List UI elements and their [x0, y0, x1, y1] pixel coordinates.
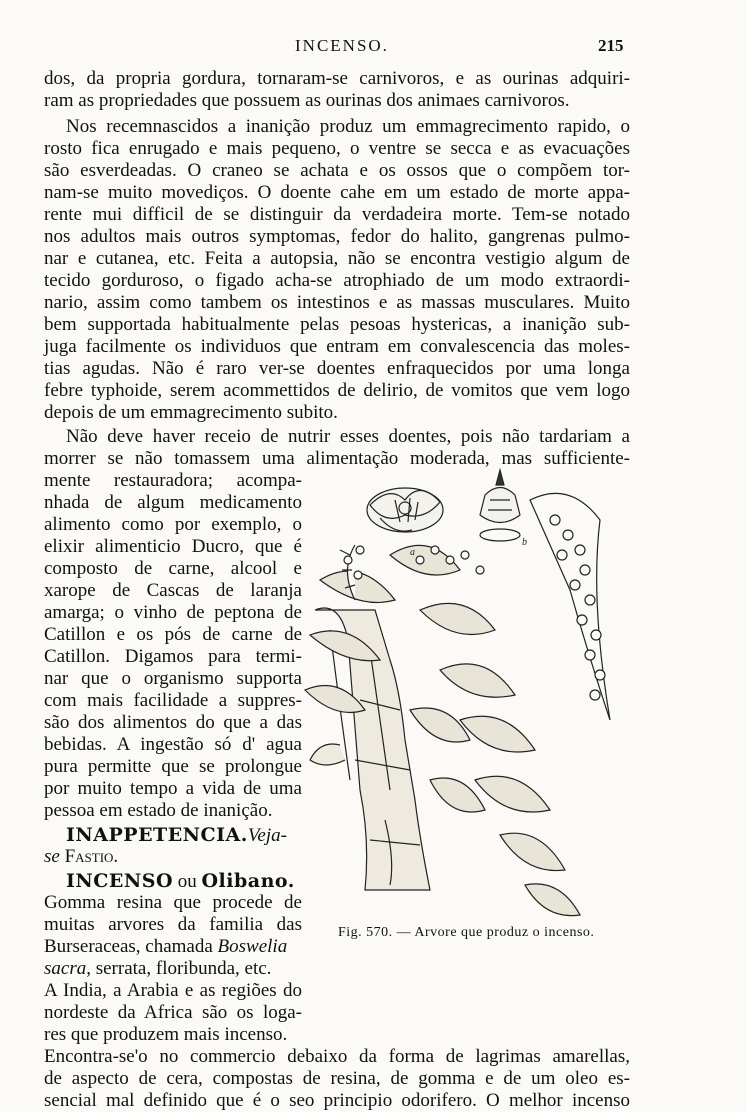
- column-line: amarga; o vinho de peptona de: [44, 602, 302, 623]
- text-line: febre typhoide, serem acommettidos de delirio, de vomitos que vem logo: [44, 380, 630, 401]
- text-line: nam-se muito movediços. O doente cahe em um estado de morte appa-: [44, 182, 630, 203]
- figure-caption: Fig. 570. — Arvore que produz o incenso.: [338, 925, 595, 940]
- text-line: ram as propriedades que possuem as ourinas dos animaes carnivoros.: [44, 90, 570, 111]
- column-line: [44, 958, 302, 980]
- cross-reference: Veja-: [247, 825, 287, 846]
- text-line: morrer se não tomassem uma alimentação moderada, mas sufficiente-: [44, 448, 630, 469]
- text-line: Nos recemnascidos a inanição produz um emmagrecimento rapido, o: [66, 116, 630, 137]
- text-line: nario, assim como tambem os intestinos e as massas musculares. Muito: [44, 292, 630, 313]
- text-line: nos adultos mais outros symptomas, fedor do halito, gangrenas pulmo-: [44, 226, 630, 247]
- column-line: Catillon e os pós de carne de: [44, 624, 302, 645]
- flower-detail-b: [480, 470, 520, 541]
- species-name: sacra: [44, 958, 87, 979]
- text-line: Encontra-se'o no commercio debaixo da forma de lagrimas amarellas,: [44, 1046, 630, 1067]
- column-line: alimento como por exemplo, o: [44, 514, 302, 535]
- column-line: Catillon. Digamos para termi-: [44, 646, 302, 667]
- column-line: nar que o organismo supporta: [44, 668, 302, 689]
- species-name: Boswelia: [217, 936, 288, 957]
- running-head: [0, 30, 747, 54]
- column-line: bebidas. A ingestão só d' agua: [44, 734, 302, 755]
- text-line: rente mui difficil de se distinguir da verdadeira morte. Tem-se notado: [44, 204, 630, 225]
- flower-detail-a: [367, 488, 443, 532]
- entry-alternate: Olibano.: [201, 870, 295, 892]
- text-line: são esverdeadas. O craneo se achata e os ossos que o compõem tor-: [44, 160, 630, 181]
- column-line: xarope de Cascas de laranja: [44, 580, 302, 601]
- cross-reference: se: [44, 846, 60, 867]
- text-line: depois de um emmagrecimento subito.: [44, 402, 338, 423]
- text-line: rosto fica enrugado e mais pequeno, o ventre se secca e as evacuações: [44, 138, 630, 159]
- text-span: Burseraceas, chamada: [44, 936, 213, 957]
- entry-headword: INAPPETENCIA.: [66, 824, 248, 846]
- cross-reference-target: Fastio.: [64, 846, 119, 867]
- text-line: mente restauradora; acompa-: [44, 470, 302, 491]
- figure-label-b: b: [522, 537, 527, 548]
- text-line: tias agudas. Não é raro ver-se doentes enfraquecidos por uma longa: [44, 358, 630, 379]
- entry-headword: INCENSO: [66, 870, 173, 892]
- column-line: pessoa em estado de inanição.: [44, 800, 273, 821]
- column-line: res que produzem mais incenso.: [44, 1024, 288, 1045]
- text-line: Não deve haver receio de nutrir esses doentes, pois não tardariam a: [66, 426, 630, 447]
- column-line: composto de carne, alcool e: [44, 558, 302, 579]
- column-line: são dos alimentos do que a das: [44, 712, 302, 733]
- text-line: dos, da propria gordura, tornaram-se carnivoros, e as ourinas adquiri-: [44, 68, 630, 89]
- incense-tree-engraving: [300, 460, 635, 930]
- text-line: juga facilmente os individuos que entram em convalescencia das moles-: [44, 336, 630, 357]
- column-line: nhada de algum medicamento: [44, 492, 302, 513]
- text-line: tecido gorduroso, o figado acha-se atrophiado de um modo extraordi-: [44, 270, 630, 291]
- text-line: bem supportada habitualmente pelas pesoas hystericas, a inanição sub-: [44, 314, 630, 335]
- figure-illustration: [300, 460, 635, 930]
- connector: ou: [177, 871, 197, 892]
- column-line: pura permitte que se prolongue: [44, 756, 302, 777]
- entry-inappetencia-line2: [44, 846, 302, 868]
- column-line: muitas arvores da familia das: [44, 914, 302, 935]
- text-span: , serrata, floribunda, etc.: [86, 958, 272, 979]
- text-line: de aspecto de cera, compostas de resina, de gomma e de um oleo es-: [44, 1068, 630, 1089]
- leaves: [305, 545, 580, 915]
- text-line: nar e cutanea, etc. Feita a autopsia, não se encontra vestigio algum de: [44, 248, 630, 269]
- column-line: nordeste da Africa são os loga-: [44, 1002, 302, 1023]
- entry-inappetencia-line1: [66, 824, 302, 846]
- column-line: elixir alimenticio Ducro, que é: [44, 536, 302, 557]
- column-line: [44, 936, 302, 958]
- column-line: com mais facilidade a suppres-: [44, 690, 302, 711]
- running-title: INCENSO.: [295, 36, 389, 55]
- entry-incenso-line1: [66, 870, 302, 892]
- page-number: 215: [598, 36, 624, 55]
- figure-label-a: a: [410, 547, 415, 558]
- column-line: Gomma resina que procede de: [44, 892, 302, 913]
- column-line: por muito tempo a vida de uma: [44, 778, 302, 799]
- column-line: A India, a Arabia e as regiões do: [44, 980, 302, 1001]
- text-line: sencial mal definido que é o seo principio odorifero. O melhor incenso: [44, 1090, 630, 1111]
